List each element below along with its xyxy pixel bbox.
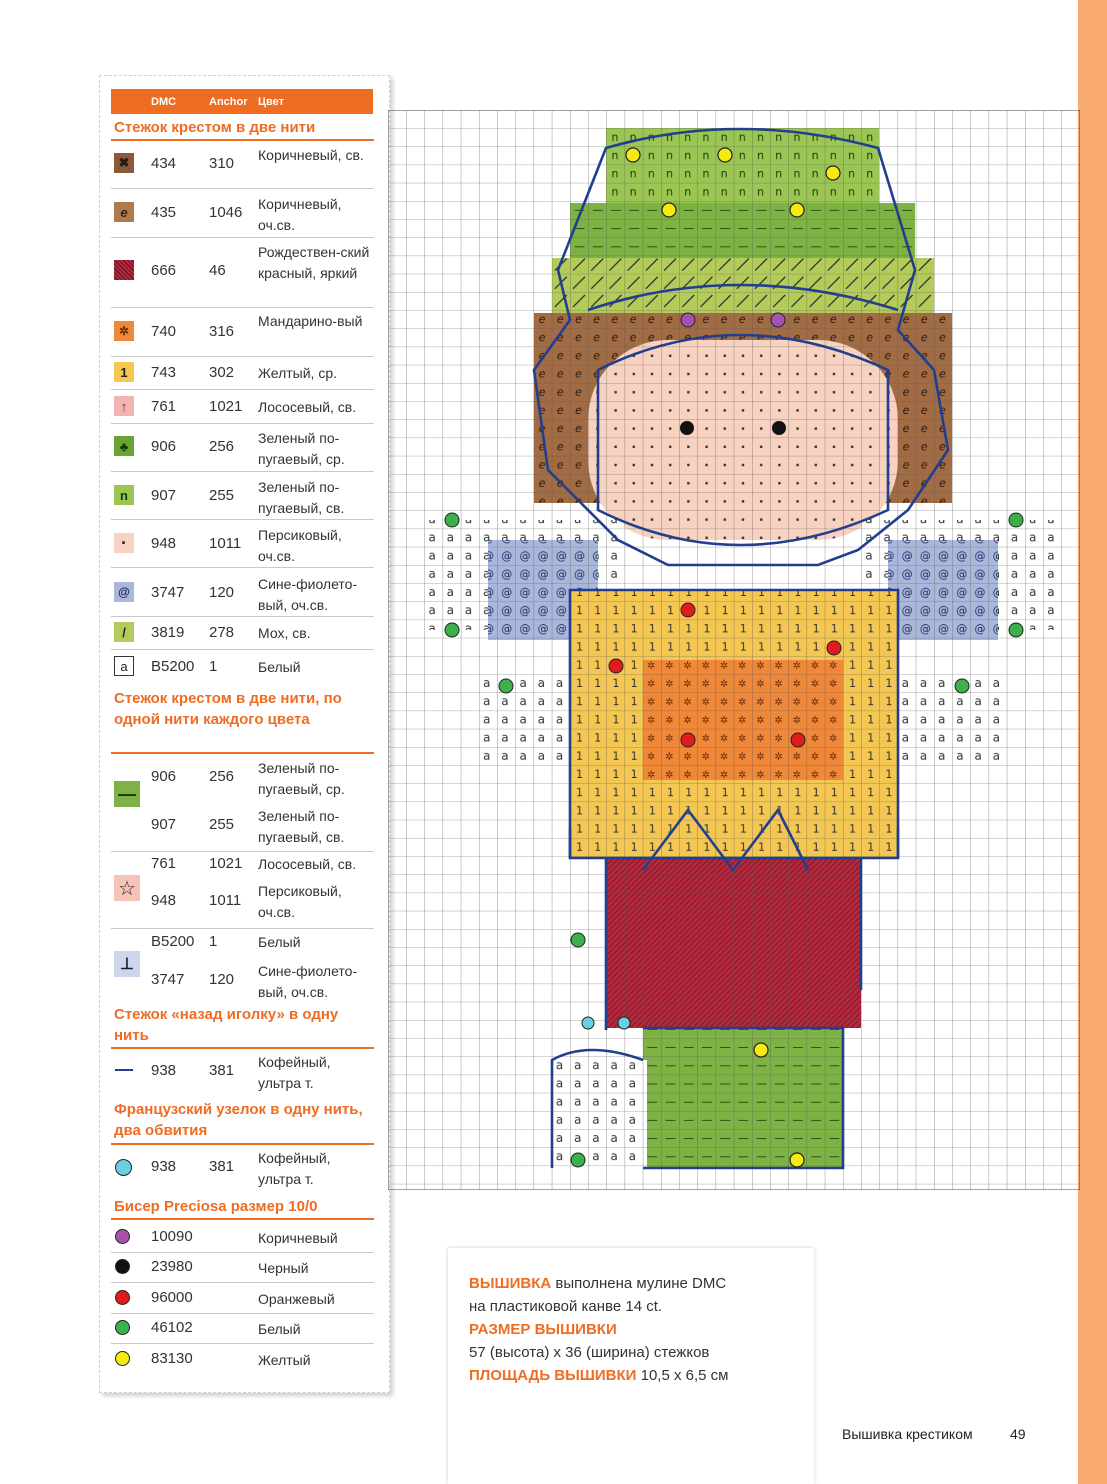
bead-red xyxy=(827,641,841,655)
bead-red xyxy=(681,603,695,617)
sym-434-icon: ✖ xyxy=(114,153,134,173)
section-title-beads: Бисер Preciosa размер 10/0 xyxy=(114,1198,318,1215)
bead-red xyxy=(681,733,695,747)
section-divider xyxy=(111,1218,374,1220)
bead-code: 23980 xyxy=(151,1258,193,1275)
anchor-code: 255 xyxy=(209,816,235,833)
section-divider xyxy=(111,752,374,754)
bead-color-name: Желтый xyxy=(258,1352,311,1368)
bead-code: 46102 xyxy=(151,1319,193,1336)
bead-green xyxy=(445,623,459,637)
french-knot-icon xyxy=(115,1159,132,1176)
bead-yellow xyxy=(662,203,676,217)
bead-green xyxy=(445,513,459,527)
anchor-code: 1011 xyxy=(209,535,242,552)
color-name: Лососевый, св. xyxy=(258,856,357,872)
color-name: Коричневый, оч.св. xyxy=(258,196,342,233)
bead-brown xyxy=(681,313,695,327)
anchor-code: 1011 xyxy=(209,892,242,909)
row-divider xyxy=(111,188,374,189)
sym-3819-icon: / xyxy=(114,622,134,642)
dmc-code: 948 xyxy=(151,892,177,909)
dmc-code: 3747 xyxy=(151,584,185,601)
color-name: Зеленый по-пугаевый, ср. xyxy=(258,430,345,467)
bead-yellow xyxy=(718,148,732,162)
anchor-code: 120 xyxy=(209,584,235,601)
dmc-code: 938 xyxy=(151,1158,177,1175)
section-title-backstitch: Стежок «назад иголку» в одну нить xyxy=(114,1006,339,1044)
color-name: Кофейный, ультра т. xyxy=(258,1150,331,1187)
color-name: Коричневый, св. xyxy=(258,147,364,163)
anchor-code: 1021 xyxy=(209,398,243,415)
anchor-code: 1021 xyxy=(209,855,243,872)
anchor-code: 1046 xyxy=(209,204,243,221)
bead-brown-icon xyxy=(115,1229,130,1244)
bead-yellow xyxy=(790,1153,804,1167)
anchor-code: 381 xyxy=(209,1062,235,1079)
info-line-5: ПЛОЩАДЬ ВЫШИВКИ 10,5 х 6,5 см xyxy=(469,1367,729,1384)
bead-color-name: Коричневый xyxy=(258,1230,338,1246)
sym-761-icon: ↑ xyxy=(114,396,134,416)
row-divider xyxy=(111,423,374,424)
row-divider xyxy=(111,649,374,650)
color-name: Персиковый, оч.св. xyxy=(258,527,342,564)
anchor-code: 256 xyxy=(209,438,235,455)
anchor-code: 302 xyxy=(209,364,235,381)
bead-green xyxy=(499,679,513,693)
color-name: Мандарино-вый xyxy=(258,313,363,329)
anchor-code: 316 xyxy=(209,323,235,340)
info-line-2: на пластиковой канве 14 ct. xyxy=(469,1298,663,1315)
bead-yellow xyxy=(790,203,804,217)
dmc-header: DMC xyxy=(151,96,177,108)
bead-yellow-icon xyxy=(115,1351,130,1366)
row-divider xyxy=(111,519,374,520)
bead-color-name: Белый xyxy=(258,1321,301,1337)
color-name: Зеленый по-пугаевый, св. xyxy=(258,479,345,516)
anchor-header: Anchor xyxy=(209,96,248,108)
anchor-code: 120 xyxy=(209,971,235,988)
bead-yellow xyxy=(626,148,640,162)
french-knot xyxy=(618,1017,630,1029)
color-name: Мох, св. xyxy=(258,625,311,641)
magazine-title: Вышивка крестиком xyxy=(842,1426,973,1442)
star-icon: ☆ xyxy=(114,875,140,901)
embroidery-info-card xyxy=(448,1248,814,1484)
row-divider xyxy=(111,1313,374,1314)
sym-435-icon: e xyxy=(114,202,134,222)
dmc-code: 3747 xyxy=(151,971,185,988)
color-name: Белый xyxy=(258,659,301,675)
row-divider xyxy=(111,471,374,472)
bead-brown xyxy=(771,313,785,327)
bead-black xyxy=(680,421,694,435)
row-divider xyxy=(111,928,374,929)
anchor-code: 381 xyxy=(209,1158,235,1175)
bead-code: 10090 xyxy=(151,1228,193,1245)
bead-green xyxy=(1009,623,1023,637)
color-name: Желтый, ср. xyxy=(258,365,337,381)
color-header: Цвет xyxy=(258,96,285,108)
backstitch-line-icon xyxy=(114,1060,134,1080)
info-line-3: РАЗМЕР ВЫШИВКИ xyxy=(469,1321,617,1338)
row-divider xyxy=(111,356,374,357)
bead-black xyxy=(772,421,786,435)
color-name: Зеленый по-пугаевый, св. xyxy=(258,808,345,845)
color-name: Зеленый по-пугаевый, ср. xyxy=(258,760,345,797)
info-line-1: ВЫШИВКА выполнена мулине DMC xyxy=(469,1275,727,1292)
bead-green xyxy=(1009,513,1023,527)
dmc-code: 743 xyxy=(151,364,177,381)
bead-color-name: Оранжевый xyxy=(258,1291,335,1307)
row-divider xyxy=(111,1343,374,1344)
row-divider xyxy=(111,851,374,852)
cross-stitch-pattern-chart xyxy=(388,110,1080,1190)
anchor-code: 46 xyxy=(209,262,226,279)
color-key-legend xyxy=(99,75,390,1393)
section-title-french-knot: Французский узелок в одну нить, два обвития xyxy=(114,1101,363,1139)
bead-code: 96000 xyxy=(151,1289,193,1306)
section-title-cross-stitch: Стежок крестом в две нити xyxy=(114,119,316,136)
section-divider xyxy=(111,139,374,141)
dmc-code: 761 xyxy=(151,398,177,415)
color-name: Лососевый, св. xyxy=(258,399,357,415)
row-divider xyxy=(111,567,374,568)
bead-orange-icon xyxy=(115,1290,130,1305)
sym-740-icon: ✲ xyxy=(114,321,134,341)
dmc-code: 3819 xyxy=(151,624,185,641)
color-name: Сине-фиолето-вый, оч.св. xyxy=(258,963,358,1000)
dmc-code: 907 xyxy=(151,816,177,833)
anchor-code: 310 xyxy=(209,155,235,172)
sym-666-icon xyxy=(114,260,134,280)
sym-906-icon: ♣ xyxy=(114,436,134,456)
sym-3747-icon: @ xyxy=(114,582,134,602)
color-name: Кофейный, ультра т. xyxy=(258,1054,331,1091)
dmc-code: 434 xyxy=(151,155,177,172)
info-line-4: 57 (высота) х 36 (ширина) стежков xyxy=(469,1344,710,1361)
anchor-code: 256 xyxy=(209,768,235,785)
legend-header xyxy=(111,89,373,114)
section-title-blended: Стежок крестом в две нити, по одной нити каждого цвета xyxy=(114,690,342,728)
dmc-code: 907 xyxy=(151,487,177,504)
row-divider xyxy=(111,389,374,390)
row-divider xyxy=(111,307,374,308)
dmc-code: 938 xyxy=(151,1062,177,1079)
section-divider xyxy=(111,1143,374,1145)
color-name: Рождествен-ский красный, яркий xyxy=(258,244,370,281)
dmc-code: 666 xyxy=(151,262,177,279)
anchor-code: 1 xyxy=(209,933,218,950)
dmc-code: B5200 xyxy=(151,933,195,950)
row-divider xyxy=(111,237,374,238)
sym-b5200-icon: a xyxy=(114,656,134,676)
sym-743-icon: 1 xyxy=(114,362,134,382)
dmc-code: 435 xyxy=(151,204,177,221)
bead-yellow xyxy=(754,1043,768,1057)
sym-907-icon: n xyxy=(114,485,134,505)
bead-red xyxy=(609,659,623,673)
dmc-code: 740 xyxy=(151,323,177,340)
color-name: Белый xyxy=(258,934,301,950)
row-divider xyxy=(111,1282,374,1283)
bead-yellow xyxy=(826,166,840,180)
dmc-code: B5200 xyxy=(151,658,195,675)
anchor-code: 278 xyxy=(209,624,235,641)
bead-black-icon xyxy=(115,1259,130,1274)
bead-green xyxy=(571,933,585,947)
bead-white-icon xyxy=(115,1320,130,1335)
bead-code: 83130 xyxy=(151,1350,193,1367)
page-edge-strip xyxy=(1078,0,1107,1484)
color-name: Персиковый, оч.св. xyxy=(258,883,342,920)
row-divider xyxy=(111,616,374,617)
bead-color-name: Черный xyxy=(258,1260,309,1276)
bead-red xyxy=(791,733,805,747)
page-number: 49 xyxy=(1010,1426,1026,1442)
sym-948-icon: · xyxy=(114,533,134,553)
color-name: Сине-фиолето-вый, оч.св. xyxy=(258,576,358,613)
row-divider xyxy=(111,1252,374,1253)
sym-906-907-icon: — xyxy=(114,781,140,807)
anchor-code: 255 xyxy=(209,487,235,504)
anchor-code: 1 xyxy=(209,658,218,675)
dmc-code: 906 xyxy=(151,768,177,785)
section-divider xyxy=(111,1047,374,1049)
dmc-code: 948 xyxy=(151,535,177,552)
bead-green xyxy=(571,1153,585,1167)
bead-green xyxy=(955,679,969,693)
french-knot xyxy=(582,1017,594,1029)
sym-b5200-3747-icon: ⊥ xyxy=(114,951,140,977)
dmc-code: 761 xyxy=(151,855,177,872)
dmc-code: 906 xyxy=(151,438,177,455)
